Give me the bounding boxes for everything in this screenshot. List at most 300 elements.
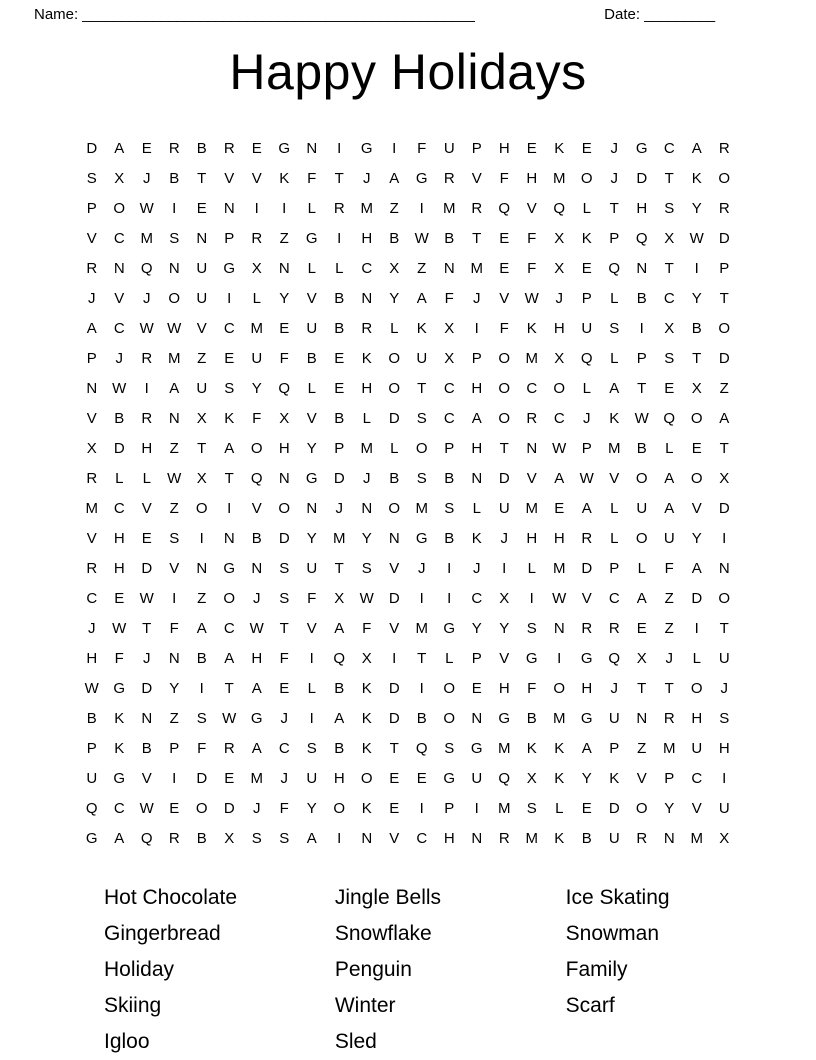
grid-cell[interactable]: V	[499, 650, 510, 667]
word-list-item[interactable]: Sled	[334, 1030, 377, 1053]
grid-cell[interactable]: I	[474, 320, 479, 337]
grid-cell[interactable]: Y	[306, 530, 317, 547]
grid-cell[interactable]: J	[335, 500, 343, 517]
grid-cell[interactable]: Y	[691, 530, 702, 547]
grid-cell[interactable]: O	[635, 800, 648, 817]
grid-cell[interactable]: S	[279, 830, 290, 847]
grid-cell[interactable]: R	[86, 260, 98, 277]
grid-cell[interactable]: L	[307, 380, 316, 397]
grid-cell[interactable]: S	[416, 410, 427, 427]
grid-cell[interactable]: O	[113, 200, 126, 217]
grid-cell[interactable]: Q	[580, 350, 593, 367]
grid-cell[interactable]: H	[471, 440, 483, 457]
grid-cell[interactable]: E	[279, 320, 290, 337]
grid-cell[interactable]: A	[581, 500, 592, 517]
grid-cell[interactable]: F	[307, 170, 317, 187]
grid-cell[interactable]: I	[309, 710, 314, 727]
grid-cell[interactable]: K	[361, 800, 372, 817]
grid-cell[interactable]: H	[526, 170, 538, 187]
grid-cell[interactable]: U	[608, 830, 620, 847]
grid-cell[interactable]: L	[610, 500, 619, 517]
grid-cell[interactable]: I	[199, 680, 204, 697]
grid-cell[interactable]: X	[719, 470, 730, 487]
grid-cell[interactable]: Z	[664, 590, 674, 607]
grid-cell[interactable]: A	[114, 140, 125, 157]
grid-cell[interactable]: W	[552, 440, 567, 457]
grid-cell[interactable]: D	[718, 500, 730, 517]
grid-cell[interactable]: D	[141, 680, 153, 697]
grid-cell[interactable]: K	[224, 410, 235, 427]
grid-cell[interactable]: D	[388, 680, 400, 697]
grid-cell[interactable]: V	[609, 470, 620, 487]
grid-cell[interactable]: O	[635, 470, 648, 487]
grid-cell[interactable]: S	[306, 740, 317, 757]
grid-cell[interactable]: Y	[251, 380, 262, 397]
grid-cell[interactable]: N	[471, 710, 483, 727]
grid-cell[interactable]: R	[718, 140, 730, 157]
grid-cell[interactable]: W	[139, 320, 154, 337]
grid-cell[interactable]: S	[444, 740, 455, 757]
grid-cell[interactable]: H	[498, 680, 510, 697]
grid-cell[interactable]: T	[224, 470, 234, 487]
grid-cell[interactable]: B	[114, 410, 125, 427]
grid-cell[interactable]: A	[86, 320, 97, 337]
grid-cell[interactable]: I	[199, 530, 204, 547]
grid-cell[interactable]: J	[583, 410, 591, 427]
grid-cell[interactable]: P	[719, 260, 730, 277]
grid-cell[interactable]: T	[664, 680, 674, 697]
grid-cell[interactable]: I	[419, 590, 424, 607]
grid-cell[interactable]: C	[691, 770, 703, 787]
grid-cell[interactable]: F	[664, 560, 674, 577]
grid-cell[interactable]: F	[417, 140, 427, 157]
grid-cell[interactable]: V	[471, 170, 482, 187]
grid-cell[interactable]: X	[334, 590, 345, 607]
grid-cell[interactable]: I	[722, 770, 727, 787]
grid-cell[interactable]: Z	[169, 440, 179, 457]
grid-cell[interactable]: F	[527, 260, 537, 277]
grid-cell[interactable]: L	[390, 440, 399, 457]
grid-cell[interactable]: T	[609, 200, 619, 217]
grid-cell[interactable]: S	[169, 530, 180, 547]
grid-cell[interactable]: I	[337, 230, 342, 247]
grid-cell[interactable]: S	[279, 560, 290, 577]
grid-cell[interactable]: H	[581, 680, 593, 697]
grid-cell[interactable]: Y	[361, 530, 372, 547]
grid-cell[interactable]: T	[197, 170, 207, 187]
grid-cell[interactable]: P	[471, 140, 482, 157]
grid-cell[interactable]: L	[665, 440, 674, 457]
grid-cell[interactable]: C	[526, 380, 538, 397]
grid-cell[interactable]: E	[389, 800, 400, 817]
grid-cell[interactable]: I	[172, 770, 177, 787]
grid-cell[interactable]: E	[224, 350, 235, 367]
grid-cell[interactable]: O	[498, 350, 511, 367]
grid-cell[interactable]: Y	[691, 290, 702, 307]
grid-cell[interactable]: O	[690, 680, 703, 697]
grid-cell[interactable]: V	[306, 290, 317, 307]
grid-cell[interactable]: C	[663, 140, 675, 157]
grid-cell[interactable]: L	[610, 290, 619, 307]
grid-cell[interactable]: L	[637, 560, 646, 577]
grid-cell[interactable]: J	[418, 560, 426, 577]
grid-cell[interactable]: A	[196, 620, 207, 637]
grid-cell[interactable]: O	[250, 440, 263, 457]
grid-cell[interactable]: O	[690, 410, 703, 427]
grid-cell[interactable]: E	[251, 140, 262, 157]
grid-cell[interactable]: I	[419, 200, 424, 217]
grid-cell[interactable]: P	[471, 650, 482, 667]
grid-cell[interactable]: E	[141, 530, 152, 547]
grid-cell[interactable]: H	[361, 230, 373, 247]
grid-cell[interactable]: Q	[140, 830, 153, 847]
grid-cell[interactable]: A	[554, 470, 565, 487]
grid-cell[interactable]: L	[610, 350, 619, 367]
grid-cell[interactable]: Y	[664, 800, 675, 817]
grid-cell[interactable]: T	[142, 620, 152, 637]
grid-cell[interactable]: V	[691, 800, 702, 817]
word-list-item[interactable]: Igloo	[104, 1030, 150, 1053]
grid-cell[interactable]: X	[554, 230, 565, 247]
grid-cell[interactable]: O	[580, 170, 593, 187]
grid-cell[interactable]: J	[253, 800, 261, 817]
grid-cell[interactable]: B	[389, 230, 400, 247]
grid-cell[interactable]: K	[114, 740, 125, 757]
grid-cell[interactable]: T	[472, 230, 482, 247]
grid-cell[interactable]: O	[168, 290, 181, 307]
grid-cell[interactable]: V	[526, 470, 537, 487]
grid-cell[interactable]: E	[581, 800, 592, 817]
grid-cell[interactable]: I	[474, 800, 479, 817]
grid-cell[interactable]: D	[581, 560, 593, 577]
grid-cell[interactable]: A	[636, 590, 647, 607]
grid-cell[interactable]: P	[444, 800, 455, 817]
grid-cell[interactable]: S	[196, 710, 207, 727]
grid-cell[interactable]: V	[251, 500, 262, 517]
grid-cell[interactable]: B	[334, 410, 345, 427]
grid-cell[interactable]: I	[309, 650, 314, 667]
grid-cell[interactable]: C	[663, 290, 675, 307]
grid-cell[interactable]: G	[443, 770, 456, 787]
grid-cell[interactable]: H	[113, 530, 125, 547]
grid-cell[interactable]: D	[113, 440, 125, 457]
grid-cell[interactable]: L	[335, 260, 344, 277]
grid-cell[interactable]: E	[526, 140, 537, 157]
grid-cell[interactable]: R	[141, 350, 153, 367]
grid-cell[interactable]: E	[416, 770, 427, 787]
grid-cell[interactable]: R	[86, 470, 98, 487]
grid-cell[interactable]: K	[691, 170, 702, 187]
grid-cell[interactable]: Z	[197, 590, 207, 607]
grid-cell[interactable]: W	[414, 230, 429, 247]
grid-cell[interactable]: F	[279, 350, 289, 367]
grid-cell[interactable]: K	[416, 320, 427, 337]
grid-cell[interactable]: C	[113, 230, 125, 247]
grid-cell[interactable]: M	[168, 350, 181, 367]
grid-cell[interactable]: P	[609, 560, 620, 577]
grid-cell[interactable]: I	[694, 620, 699, 637]
grid-cell[interactable]: X	[664, 230, 675, 247]
grid-cell[interactable]: C	[223, 320, 235, 337]
grid-cell[interactable]: B	[196, 830, 207, 847]
grid-cell[interactable]: B	[636, 290, 647, 307]
grid-cell[interactable]: K	[609, 770, 620, 787]
grid-cell[interactable]: M	[443, 200, 456, 217]
grid-cell[interactable]: Q	[140, 260, 153, 277]
grid-cell[interactable]: A	[416, 290, 427, 307]
grid-cell[interactable]: K	[581, 230, 592, 247]
grid-cell[interactable]: M	[498, 800, 511, 817]
grid-cell[interactable]: B	[196, 650, 207, 667]
grid-cell[interactable]: D	[691, 590, 703, 607]
grid-cell[interactable]: Y	[471, 620, 482, 637]
grid-cell[interactable]: W	[139, 800, 154, 817]
grid-cell[interactable]: J	[363, 170, 371, 187]
grid-cell[interactable]: S	[664, 350, 675, 367]
grid-cell[interactable]: K	[526, 740, 537, 757]
grid-cell[interactable]: J	[143, 650, 151, 667]
grid-cell[interactable]: S	[444, 500, 455, 517]
grid-cell[interactable]: A	[114, 830, 125, 847]
grid-cell[interactable]: I	[392, 650, 397, 667]
grid-cell[interactable]: B	[334, 680, 345, 697]
grid-cell[interactable]: Y	[691, 200, 702, 217]
grid-cell[interactable]: H	[718, 740, 730, 757]
grid-cell[interactable]: X	[196, 470, 207, 487]
grid-cell[interactable]: U	[581, 320, 593, 337]
grid-cell[interactable]: W	[359, 590, 374, 607]
grid-cell[interactable]: G	[305, 470, 318, 487]
grid-cell[interactable]: N	[168, 650, 180, 667]
grid-cell[interactable]: C	[416, 830, 428, 847]
grid-cell[interactable]: B	[444, 230, 455, 247]
grid-cell[interactable]: Q	[415, 740, 428, 757]
grid-cell[interactable]: Q	[608, 650, 621, 667]
grid-cell[interactable]: X	[444, 320, 455, 337]
grid-cell[interactable]: Y	[306, 440, 317, 457]
grid-cell[interactable]: B	[141, 740, 152, 757]
grid-cell[interactable]: Q	[250, 470, 263, 487]
grid-cell[interactable]: E	[471, 680, 482, 697]
grid-cell[interactable]: V	[251, 170, 262, 187]
grid-cell[interactable]: U	[196, 380, 208, 397]
grid-cell[interactable]: Q	[663, 410, 676, 427]
grid-cell[interactable]: E	[389, 770, 400, 787]
grid-cell[interactable]: Z	[169, 500, 179, 517]
grid-cell[interactable]: L	[610, 530, 619, 547]
grid-cell[interactable]: U	[443, 140, 455, 157]
grid-cell[interactable]: H	[86, 650, 98, 667]
grid-cell[interactable]: K	[361, 350, 372, 367]
grid-cell[interactable]: U	[663, 530, 675, 547]
grid-cell[interactable]: W	[139, 200, 154, 217]
grid-cell[interactable]: T	[224, 680, 234, 697]
grid-cell[interactable]: A	[471, 410, 482, 427]
grid-cell[interactable]: N	[361, 500, 373, 517]
grid-cell[interactable]: A	[224, 440, 235, 457]
grid-cell[interactable]: N	[168, 410, 180, 427]
grid-cell[interactable]: P	[86, 200, 97, 217]
grid-cell[interactable]: U	[691, 740, 703, 757]
grid-cell[interactable]: U	[251, 350, 263, 367]
grid-cell[interactable]: E	[334, 350, 345, 367]
grid-cell[interactable]: N	[361, 290, 373, 307]
grid-cell[interactable]: G	[443, 620, 456, 637]
grid-cell[interactable]: Z	[197, 350, 207, 367]
grid-cell[interactable]: S	[361, 560, 372, 577]
grid-cell[interactable]: D	[196, 770, 208, 787]
grid-cell[interactable]: G	[580, 650, 593, 667]
grid-cell[interactable]: J	[280, 770, 288, 787]
grid-cell[interactable]: V	[499, 290, 510, 307]
grid-cell[interactable]: K	[471, 530, 482, 547]
grid-cell[interactable]: W	[167, 320, 182, 337]
grid-cell[interactable]: A	[224, 650, 235, 667]
grid-cell[interactable]: D	[498, 470, 510, 487]
grid-cell[interactable]: M	[553, 710, 566, 727]
grid-cell[interactable]: E	[114, 590, 125, 607]
grid-cell[interactable]: P	[86, 740, 97, 757]
grid-cell[interactable]: N	[663, 830, 675, 847]
grid-cell[interactable]: O	[223, 590, 236, 607]
grid-cell[interactable]: I	[337, 830, 342, 847]
grid-cell[interactable]: E	[141, 140, 152, 157]
grid-cell[interactable]: B	[334, 320, 345, 337]
grid-cell[interactable]: S	[86, 170, 97, 187]
grid-cell[interactable]: S	[416, 470, 427, 487]
grid-cell[interactable]: S	[526, 620, 537, 637]
grid-cell[interactable]: G	[470, 740, 483, 757]
grid-cell[interactable]: G	[278, 140, 291, 157]
grid-cell[interactable]: M	[415, 500, 428, 517]
grid-cell[interactable]: F	[197, 740, 207, 757]
grid-cell[interactable]: G	[113, 680, 126, 697]
grid-cell[interactable]: G	[580, 710, 593, 727]
grid-cell[interactable]: C	[553, 410, 565, 427]
grid-cell[interactable]: W	[167, 470, 182, 487]
grid-cell[interactable]: K	[609, 410, 620, 427]
grid-cell[interactable]: V	[306, 620, 317, 637]
grid-cell[interactable]: X	[114, 170, 125, 187]
grid-cell[interactable]: R	[86, 560, 98, 577]
grid-cell[interactable]: J	[500, 530, 508, 547]
grid-cell[interactable]: I	[144, 380, 149, 397]
grid-cell[interactable]: L	[307, 200, 316, 217]
grid-cell[interactable]: J	[115, 350, 123, 367]
grid-cell[interactable]: X	[86, 440, 97, 457]
grid-cell[interactable]: A	[609, 380, 620, 397]
grid-cell[interactable]: R	[443, 170, 455, 187]
grid-cell[interactable]: X	[719, 830, 730, 847]
grid-cell[interactable]: R	[168, 830, 180, 847]
grid-cell[interactable]: D	[608, 800, 620, 817]
grid-cell[interactable]: J	[610, 170, 618, 187]
grid-cell[interactable]: P	[86, 350, 97, 367]
grid-cell[interactable]: N	[86, 380, 98, 397]
grid-cell[interactable]: L	[527, 560, 536, 577]
grid-cell[interactable]: N	[361, 830, 373, 847]
grid-cell[interactable]: U	[306, 560, 318, 577]
grid-cell[interactable]: I	[419, 680, 424, 697]
grid-cell[interactable]: V	[389, 560, 400, 577]
grid-cell[interactable]: R	[526, 410, 538, 427]
grid-cell[interactable]: T	[692, 350, 702, 367]
grid-cell[interactable]: R	[581, 620, 593, 637]
grid-cell[interactable]: O	[635, 530, 648, 547]
grid-cell[interactable]: O	[388, 380, 401, 397]
grid-cell[interactable]: R	[361, 320, 373, 337]
word-list-item[interactable]: Family	[565, 958, 628, 981]
grid-cell[interactable]: N	[141, 710, 153, 727]
grid-cell[interactable]: N	[306, 140, 318, 157]
grid-cell[interactable]: A	[664, 500, 675, 517]
grid-cell[interactable]: P	[224, 230, 235, 247]
grid-cell[interactable]: V	[86, 530, 97, 547]
grid-cell[interactable]: B	[389, 470, 400, 487]
grid-cell[interactable]: B	[444, 530, 455, 547]
grid-cell[interactable]: B	[581, 830, 592, 847]
grid-cell[interactable]: B	[334, 290, 345, 307]
grid-cell[interactable]: I	[447, 560, 452, 577]
grid-cell[interactable]: S	[609, 320, 620, 337]
grid-cell[interactable]: G	[223, 260, 236, 277]
grid-cell[interactable]: B	[636, 440, 647, 457]
grid-cell[interactable]: T	[719, 620, 729, 637]
grid-cell[interactable]: G	[415, 170, 428, 187]
grid-cell[interactable]: F	[307, 590, 317, 607]
grid-cell[interactable]: G	[250, 710, 263, 727]
grid-cell[interactable]: E	[224, 770, 235, 787]
grid-cell[interactable]: I	[447, 590, 452, 607]
grid-cell[interactable]: V	[196, 320, 207, 337]
grid-cell[interactable]: U	[306, 320, 318, 337]
grid-cell[interactable]: X	[279, 410, 290, 427]
grid-cell[interactable]: E	[499, 260, 510, 277]
grid-cell[interactable]: X	[389, 260, 400, 277]
grid-cell[interactable]: W	[112, 620, 127, 637]
word-list-item[interactable]: Holiday	[104, 958, 175, 981]
grid-cell[interactable]: G	[415, 530, 428, 547]
grid-cell[interactable]: X	[499, 590, 510, 607]
grid-cell[interactable]: J	[610, 140, 618, 157]
grid-cell[interactable]: F	[499, 170, 509, 187]
grid-cell[interactable]: B	[526, 710, 537, 727]
grid-cell[interactable]: U	[636, 500, 648, 517]
word-list-item[interactable]: Ice Skating	[565, 886, 670, 909]
grid-cell[interactable]: V	[389, 620, 400, 637]
grid-cell[interactable]: J	[473, 290, 481, 307]
grid-cell[interactable]: O	[278, 500, 291, 517]
grid-cell[interactable]: I	[337, 140, 342, 157]
grid-cell[interactable]: Z	[389, 200, 399, 217]
grid-cell[interactable]: D	[141, 560, 153, 577]
grid-cell[interactable]: K	[554, 830, 565, 847]
grid-cell[interactable]: N	[196, 230, 208, 247]
grid-cell[interactable]: P	[581, 290, 592, 307]
grid-cell[interactable]: C	[443, 410, 455, 427]
grid-cell[interactable]: M	[525, 500, 538, 517]
grid-cell[interactable]: S	[664, 200, 675, 217]
grid-cell[interactable]: G	[113, 770, 126, 787]
grid-cell[interactable]: T	[334, 170, 344, 187]
grid-cell[interactable]: N	[443, 260, 455, 277]
grid-cell[interactable]: H	[526, 530, 538, 547]
grid-cell[interactable]: V	[389, 830, 400, 847]
grid-cell[interactable]: U	[471, 770, 483, 787]
grid-cell[interactable]: M	[553, 170, 566, 187]
grid-cell[interactable]: N	[553, 620, 565, 637]
grid-cell[interactable]: M	[415, 620, 428, 637]
